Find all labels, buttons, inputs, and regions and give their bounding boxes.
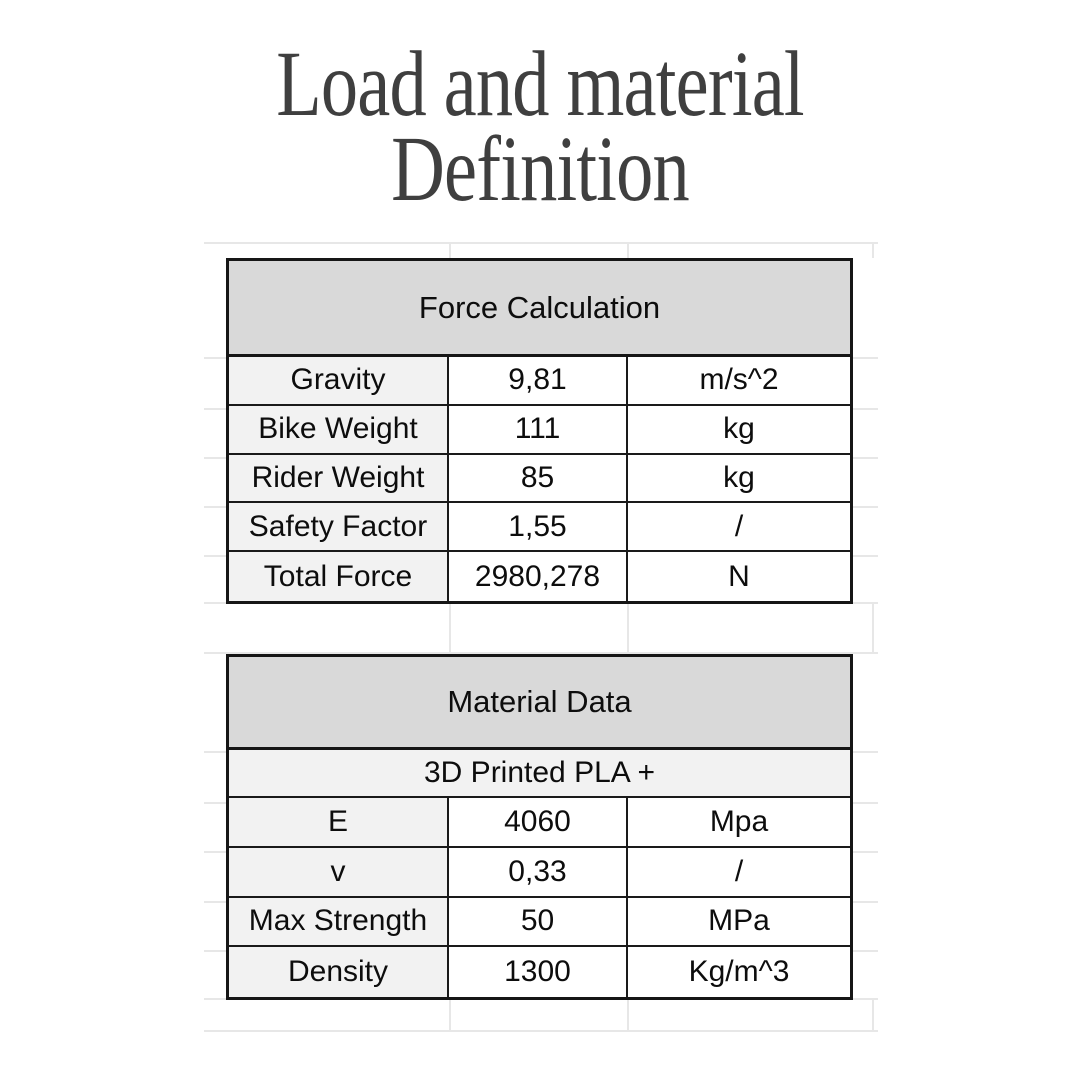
force-row-label: Bike Weight	[229, 406, 449, 455]
gridline-segment	[204, 408, 226, 410]
gridline-segment	[627, 604, 629, 652]
gridline-segment	[204, 1030, 878, 1032]
material-row-unit: /	[628, 848, 850, 898]
force-table-header: Force Calculation	[229, 261, 850, 357]
material-table-header: Material Data	[229, 657, 850, 750]
material-row-label: E	[229, 798, 449, 848]
material-row-value: 50	[449, 898, 628, 948]
gridline-segment	[853, 950, 878, 952]
material-row-value: 1300	[449, 947, 628, 997]
material-row-value: 0,33	[449, 848, 628, 898]
gridline-segment	[204, 242, 878, 244]
force-row-value: 2980,278	[449, 552, 628, 601]
material-data-table	[226, 654, 853, 1000]
force-row-label: Gravity	[229, 357, 449, 406]
gridline-segment	[853, 802, 878, 804]
gridline-segment	[853, 901, 878, 903]
gridline-segment	[853, 555, 878, 557]
material-table-subheader: 3D Printed PLA +	[229, 750, 850, 798]
gridline-segment	[204, 851, 226, 853]
force-row-unit: kg	[628, 406, 850, 455]
page-title-line-2: Definition	[391, 118, 689, 221]
force-row-value: 9,81	[449, 357, 628, 406]
force-calculation-table	[226, 258, 853, 604]
material-row-label: Density	[229, 947, 449, 997]
gridline-segment	[853, 751, 878, 753]
gridline-segment	[853, 506, 878, 508]
gridline-segment	[853, 998, 878, 1000]
gridline-segment	[204, 998, 226, 1000]
gridline-segment	[853, 457, 878, 459]
page-title	[108, 33, 972, 221]
gridline-segment	[627, 242, 629, 258]
gridline-segment	[853, 602, 878, 604]
gridline-segment	[204, 555, 226, 557]
gridline-segment	[853, 408, 878, 410]
force-row-unit: /	[628, 503, 850, 552]
gridline-segment	[872, 242, 874, 258]
force-row-unit: N	[728, 559, 750, 593]
force-row-unit: m/s^2	[628, 357, 850, 406]
force-row-label: Total Force	[229, 552, 449, 601]
material-row-label: v	[229, 848, 449, 898]
gridline-segment	[872, 1000, 874, 1030]
gridline-segment	[204, 457, 226, 459]
gridline-segment	[627, 1000, 629, 1030]
page-title-line-1: Load and material	[276, 33, 804, 136]
gridline-segment	[204, 602, 226, 604]
gridline-segment	[204, 751, 226, 753]
force-row-label: Safety Factor	[229, 503, 449, 552]
material-row-label: Max Strength	[229, 898, 449, 948]
gridline-segment	[204, 357, 226, 359]
force-row-value: 85	[449, 455, 628, 504]
material-row-unit: Kg/m^3	[688, 955, 790, 989]
gridline-segment	[853, 357, 878, 359]
gridline-segment	[449, 1000, 451, 1030]
gridline-segment	[204, 950, 226, 952]
force-row-value: 111	[449, 406, 628, 455]
gridline-segment	[853, 851, 878, 853]
gridline-segment	[204, 506, 226, 508]
force-row-unit: kg	[628, 455, 850, 504]
gridline-segment	[449, 604, 451, 652]
force-row-value: 1,55	[449, 503, 628, 552]
material-row-unit: MPa	[628, 898, 850, 948]
gridline-segment	[204, 901, 226, 903]
force-row-label: Rider Weight	[229, 455, 449, 504]
material-row-value: 4060	[449, 798, 628, 848]
gridline-segment	[872, 604, 874, 652]
gridline-segment	[204, 802, 226, 804]
material-row-unit: Mpa	[628, 798, 850, 848]
gridline-segment	[449, 242, 451, 258]
